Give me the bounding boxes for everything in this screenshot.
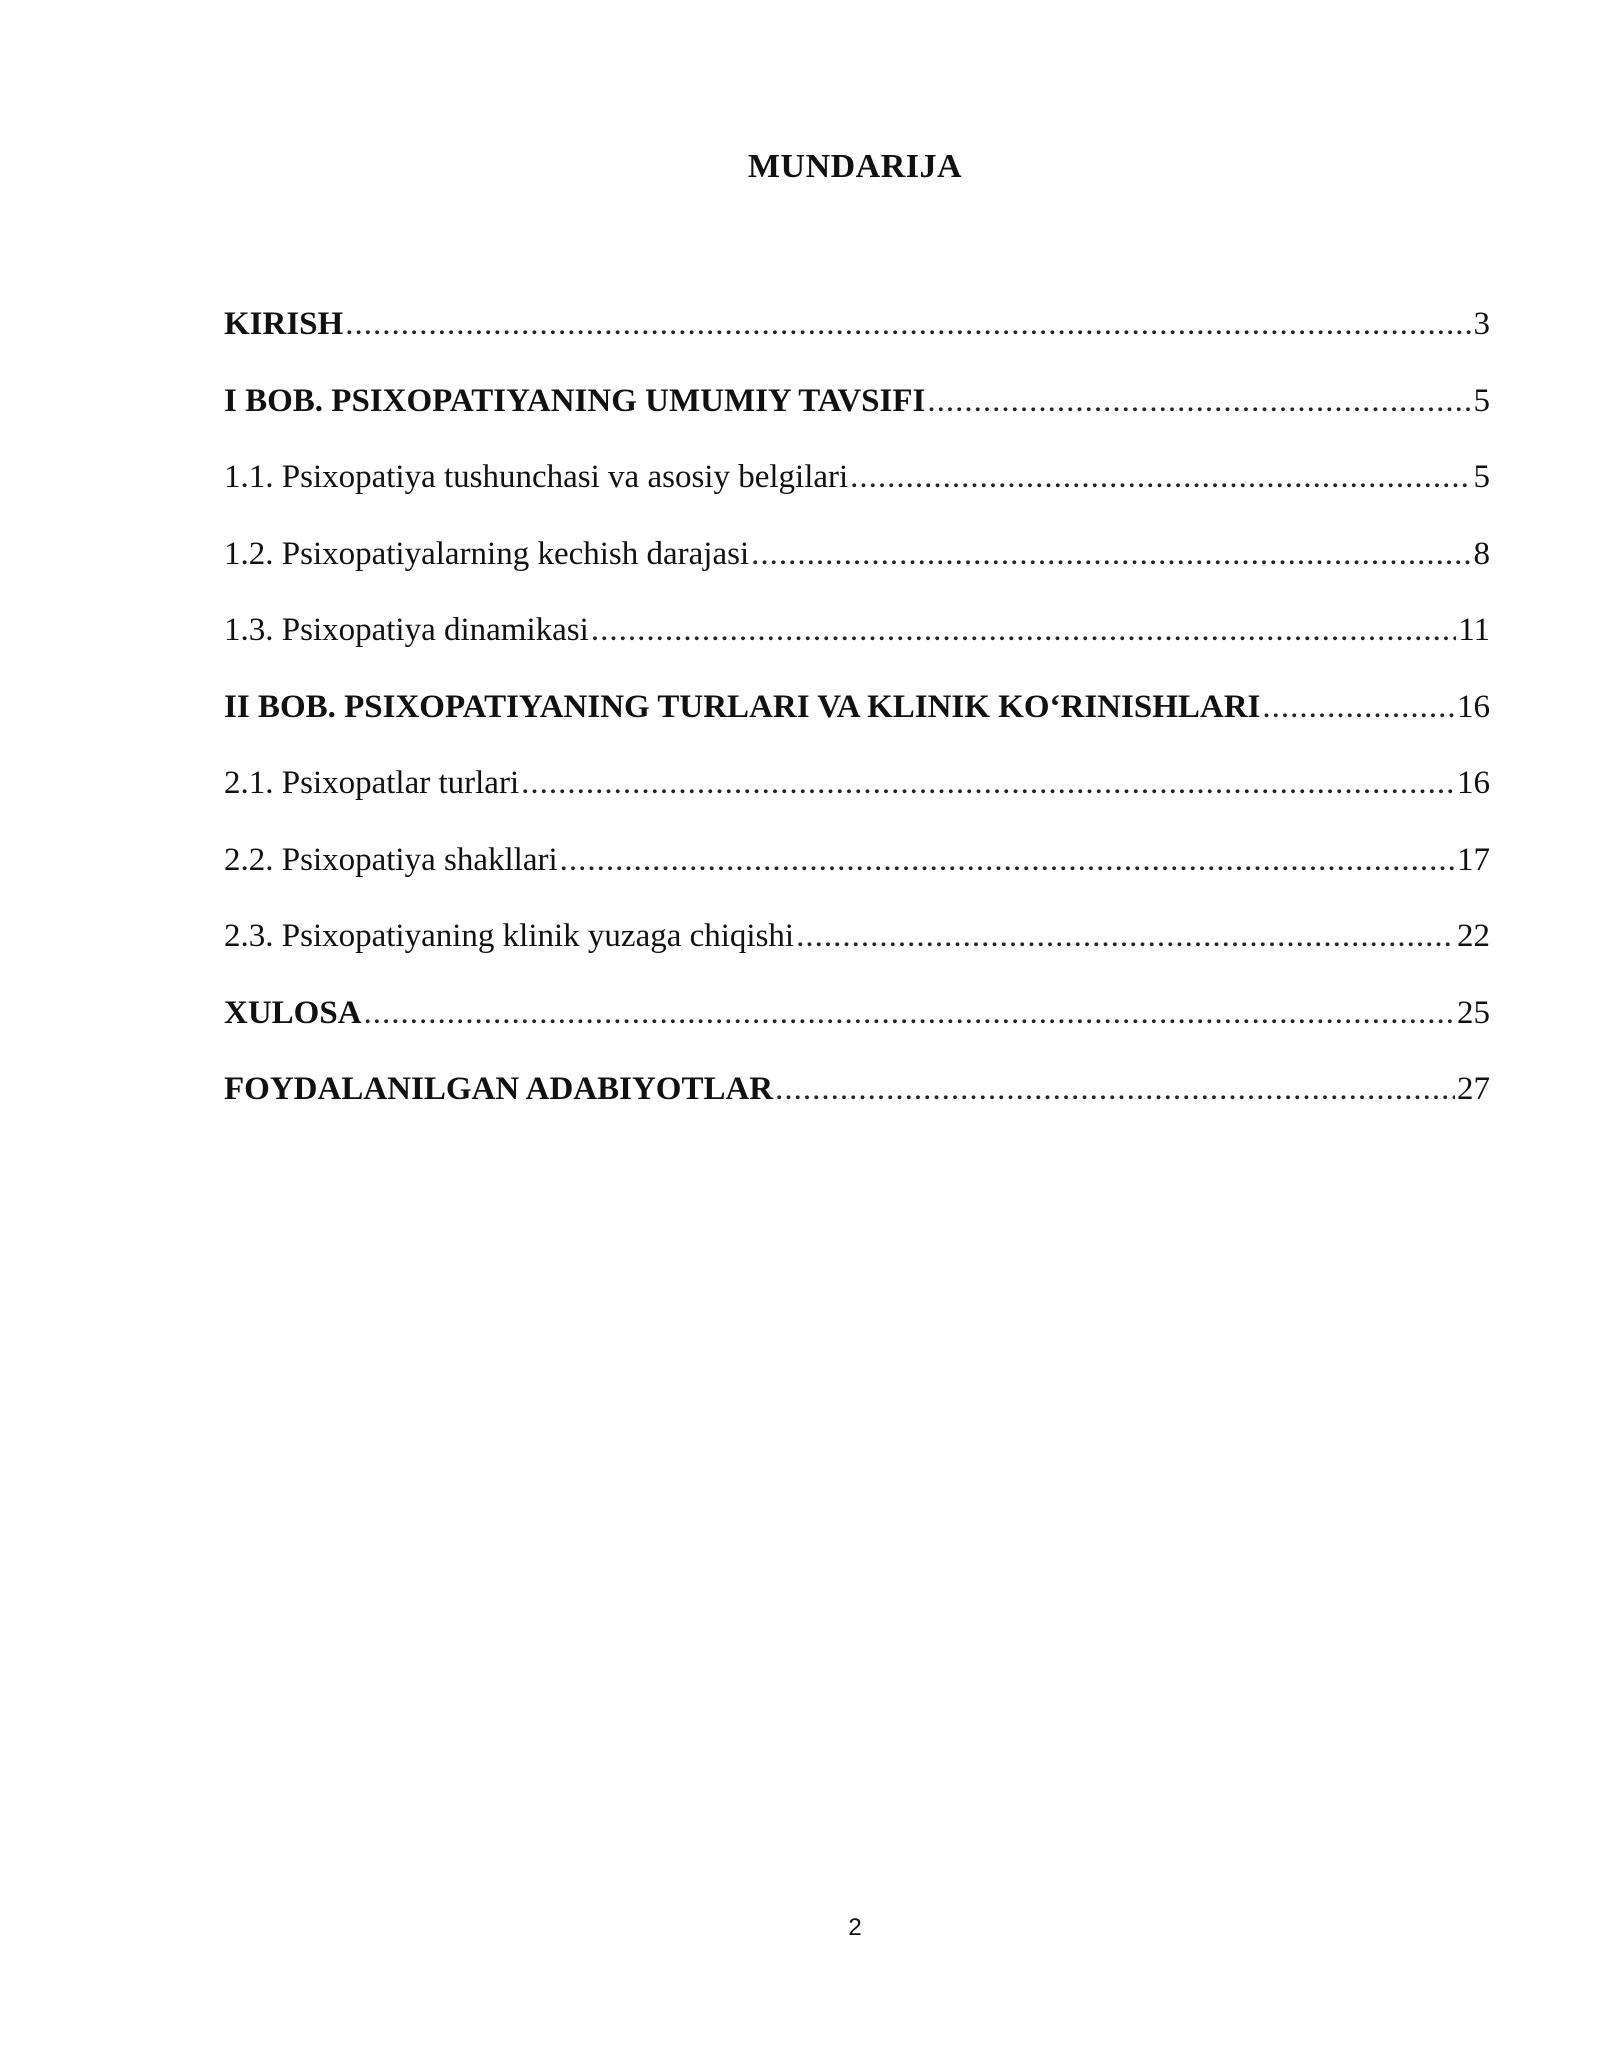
toc-entry-label: I BOB. PSIXOPATIYANING UMUMIY TAVSIFI [224, 382, 926, 419]
toc-leader-dots [927, 383, 1471, 420]
toc-entry-page: 27 [1457, 1071, 1490, 1107]
toc-entry-page: 22 [1457, 918, 1490, 954]
toc-entry-section-1-1[interactable] [224, 459, 1490, 536]
toc-entry-page: 5 [1473, 382, 1490, 419]
toc-leader-dots [364, 995, 1455, 1032]
toc-entry-label: 2.2. Psixopatiya shakllari [224, 841, 558, 878]
toc-leader-dots [1262, 689, 1455, 726]
toc-leader-dots [521, 765, 1455, 802]
toc-entry-page: 11 [1458, 612, 1490, 648]
toc-entry-label: II BOB. PSIXOPATIYANING TURLARI VA KLINIK KO‘RINISHLARI [224, 688, 1261, 725]
toc-leader-dots [560, 842, 1455, 879]
toc-entry-xulosa[interactable] [224, 995, 1490, 1072]
toc-entry-section-2-1[interactable] [224, 765, 1490, 842]
toc-leader-dots [345, 306, 1471, 343]
toc-entry-page: 16 [1457, 765, 1490, 801]
table-of-contents [224, 306, 1490, 1148]
toc-entry-kirish[interactable] [224, 306, 1490, 383]
toc-entry-section-2-3[interactable] [224, 918, 1490, 995]
toc-entry-label: 2.3. Psixopatiyaning klinik yuzaga chiqishi [224, 918, 795, 954]
toc-entry-page: 25 [1457, 994, 1490, 1031]
toc-entry-section-1-3[interactable] [224, 612, 1490, 689]
toc-entry-section-2-2[interactable] [224, 842, 1490, 919]
toc-leader-dots [850, 459, 1471, 496]
toc-entry-label: 2.1. Psixopatlar turlari [224, 765, 520, 801]
toc-entry-label: 1.3. Psixopatiya dinamikasi [224, 612, 589, 648]
toc-leader-dots [751, 536, 1471, 573]
page-title: MUNDARIJA [747, 148, 963, 185]
toc-entry-page: 16 [1457, 688, 1490, 725]
toc-entry-page: 3 [1473, 306, 1490, 342]
toc-entry-label: 1.2. Psixopatiyalarning kechish darajasi [224, 535, 750, 572]
toc-entry-label: XULOSA [224, 994, 362, 1031]
toc-leader-dots [796, 918, 1455, 955]
toc-entry-page: 5 [1473, 459, 1490, 495]
toc-leader-dots [591, 612, 1456, 649]
toc-entry-label: KIRISH [224, 306, 344, 342]
toc-entry-page: 8 [1473, 535, 1490, 572]
toc-entry-page: 17 [1457, 841, 1490, 878]
toc-leader-dots [775, 1071, 1455, 1108]
toc-entry-label: FOYDALANILGAN ADABIYOTLAR [224, 1071, 774, 1107]
toc-entry-chapter-1[interactable] [224, 383, 1490, 460]
toc-entry-section-1-2[interactable] [224, 536, 1490, 613]
toc-entry-chapter-2[interactable] [224, 689, 1490, 766]
toc-entry-label: 1.1. Psixopatiya tushunchasi va asosiy belgilari [224, 459, 849, 495]
page-number: 2 [848, 1914, 862, 1941]
toc-entry-references[interactable] [224, 1071, 1490, 1148]
